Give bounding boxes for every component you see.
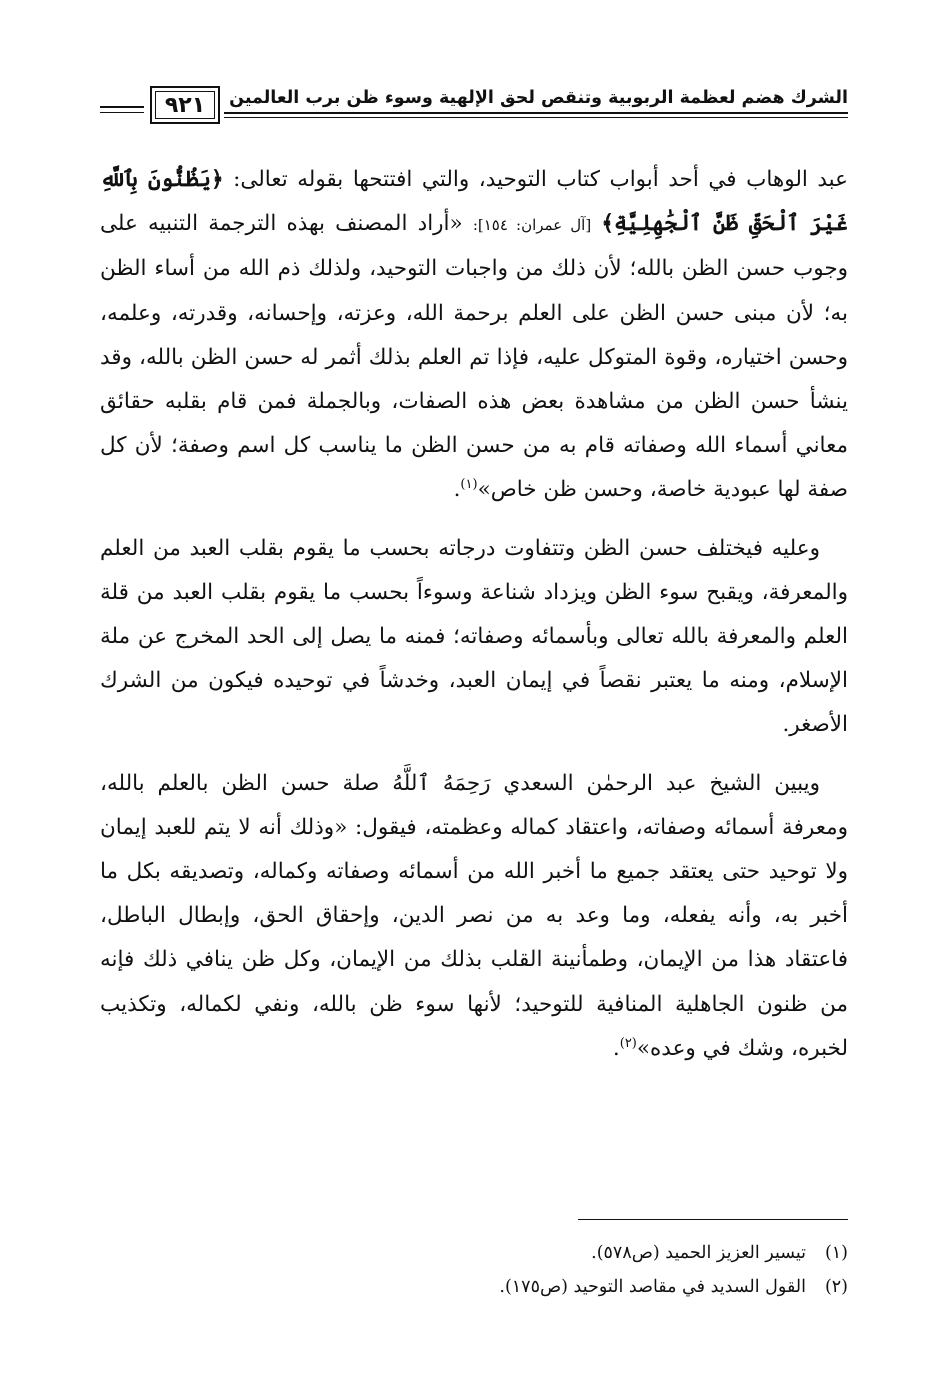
header-rule-left	[100, 106, 144, 108]
footnote-1-number: (١)	[824, 1243, 848, 1263]
footnote-2-number: (٢)	[824, 1277, 848, 1297]
paragraph-3-text: ويبين الشيخ عبد الرحمٰن السعدي رَحِمَهُ ٱللَّهُ صلة حسن الظن بالعلم بالله، ومعرفة أسمائه وصفاته، واعتقاد كماله وعظمته، فيقول: «وذلك أنه لا يتم للعبد إيمان ولا توحيد حتى يعتقد جميع ما أخبر الله من أسمائه وصفاته وكماله، وتصديقه بكل ما أخبر به، وأنه يفعله، وما وعد به من نصر الدين، وإحقاق الحق، وإبطال الباطل، فاعتقاد هذا من الإيمان، وطمأنينة القلب بذلك من الإيمان، وكل ظن ينافي ذلك فإنه من ظنون الجاهلية المنافية للتوحيد؛ لأنها سوء ظن بالله، ونفي لكماله، وتكذيب لخبره، وشك في وعده»	[100, 770, 848, 1061]
paragraph-1-end: .	[453, 477, 461, 503]
quran-verse: ﴿يَظُنُّونَ بِٱللَّهِ غَيْرَ ٱلْحَقِّ ظَنَّ ٱلْجَٰهِلِيَّةِ﴾	[100, 167, 848, 237]
footnote-separator	[578, 1219, 848, 1220]
main-text	[100, 158, 848, 1071]
header-rule	[224, 112, 848, 114]
paragraph-1-quote: «أراد المصنف بهذه الترجمة التنبيه على وجوب حسن الظن بالله؛ لأن ذلك من واجبات التوحيد، ولذلك ذم الله من أساء الظن به؛ لأن مبنى حسن الظن على العلم برحمة الله، وعزته، وإحسانه، وقدرته، وعلمه، وحسن اختياره، وقوة المتوكل عليه، فإذا تم العلم بذلك أثمر له حسن الظن بالله، وقد ينشأ حسن الظن من مشاهدة بعض هذه الصفات، وبالجملة فمن قام بقلبه حقائق معاني أسماء الله وصفاته قام به من حسن الظن ما يناسب كل اسم وصفة؛ لأن كل صفة لها عبودية خاصة، وحسن ظن خاص»	[100, 211, 848, 503]
footnote-1	[100, 1236, 848, 1270]
running-title: الشرك هضم لعظمة الربوبية وتنقص لحق الإلهية وسوء ظن برب العالمين	[229, 88, 848, 108]
paragraph-2-text: وعليه فيختلف حسن الظن وتتفاوت درجاته بحسب ما يقوم بقلب العبد من العلم والمعرفة، ويقبح سوء الظن ويزداد شناعة وسوءاً بحسب ما يقوم بقلب العبد من قلة العلم والمعرفة بالله تعالى وبأسمائه وصفاته؛ فمنه ما يصل إلى الحد المخرج عن ملة الإسلام، ومنه ما يعتبر نقصاً في إيمان العبد، وخدشاً في توحيده فيكون من الشرك الأصغر.	[100, 535, 848, 738]
paragraph-1	[100, 158, 848, 513]
page-header	[100, 82, 848, 128]
footnote-2	[100, 1270, 848, 1304]
footnote-marker-1[interactable]: (١)	[460, 477, 478, 493]
footnote-1-text: تيسير العزيز الحميد (ص٥٧٨).	[591, 1243, 806, 1263]
header-rule-left-thin	[100, 112, 144, 113]
verse-reference: [آل عمران: ١٥٤]:	[472, 216, 592, 235]
page-number: ٩٢١	[150, 86, 220, 124]
footnote-marker-2[interactable]: (٢)	[619, 1035, 637, 1051]
paragraph-3-end: .	[612, 1035, 620, 1061]
paragraph-3	[100, 762, 848, 1071]
header-rule-thin	[224, 117, 848, 118]
paragraph-1-intro: عبد الوهاب في أحد أبواب كتاب التوحيد، والتي افتتحها بقوله تعالى:	[233, 167, 848, 192]
footnote-2-text: القول السديد في مقاصد التوحيد (ص١٧٥).	[499, 1277, 806, 1297]
paragraph-2	[100, 527, 848, 748]
footnotes	[100, 1236, 848, 1304]
